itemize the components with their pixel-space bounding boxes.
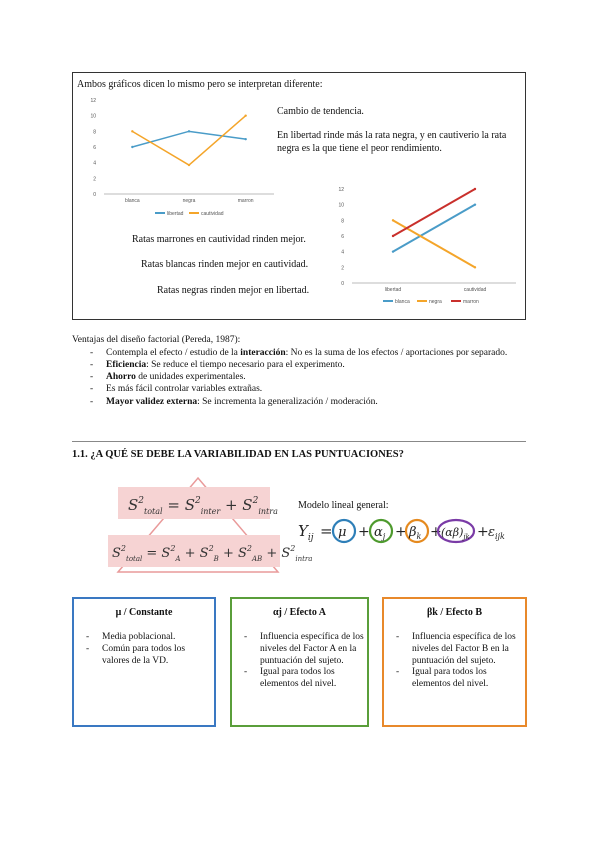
svg-text:+: + (430, 524, 442, 540)
y-tick-label: 0 (341, 281, 344, 287)
y-tick-label: 10 (338, 202, 344, 209)
series-line (132, 116, 245, 165)
svg-text:S2total = S2inter + S2intra: $S^2_{total} = S^2_{inter} + S^2_{intra}$ (128, 496, 278, 516)
data-point (474, 188, 476, 190)
card-item: - Común para todos los valores de la VD. (74, 644, 214, 668)
x-tick-label: cautividad (463, 287, 487, 293)
data-point (131, 146, 133, 148)
note-trend: Cambio de tendencia. (277, 106, 364, 117)
svg-text:S2total = S2A + S2B + S2AB + S: $S^2_{total} = S^2_A + S^2_B + S^2_{AB} + S^2_{intra}$ (112, 544, 313, 563)
model-label: Modelo lineal general: (298, 500, 389, 511)
card-effect-b (382, 597, 527, 727)
svg-text:+: + (358, 524, 370, 540)
svg-text:βk: $\beta_k$ (409, 525, 422, 541)
x-tick-label: blanca (124, 198, 140, 204)
y-tick-label: 4 (341, 249, 344, 256)
y-tick-label: 12 (90, 98, 96, 104)
y-tick-label: 8 (93, 129, 96, 136)
card-title: βk / Efecto B (427, 607, 482, 618)
data-point (244, 138, 246, 140)
data-point (131, 130, 133, 132)
chart-by-rat-type (86, 93, 276, 226)
data-point (474, 203, 476, 205)
y-tick-label: 10 (90, 113, 96, 120)
card-effect-a (230, 597, 369, 727)
card-item: - Media poblacional. (74, 632, 214, 644)
legend-label: marron (463, 299, 479, 305)
svg-text:αj: $\alpha_j$ (374, 525, 386, 541)
note-black-rat: En libertad rinde más la rata negra, y en cautiverio la rata negra es la que tiene el peor rendimiento. (277, 130, 507, 154)
note-white: Ratas blancas rinden mejor en cautividad. (141, 259, 309, 270)
linear-model-equation (296, 514, 526, 548)
divider (72, 441, 526, 442)
card-title: αj / Efecto A (272, 607, 327, 618)
chart-by-condition (330, 182, 520, 317)
card-constant (72, 597, 216, 727)
data-point (392, 250, 394, 252)
y-tick-label: 2 (341, 265, 344, 272)
advantages-list (86, 347, 530, 408)
advantage-item: - Es más fácil controlar variables extrañas. (86, 383, 530, 395)
legend-label: cautividad (201, 211, 224, 217)
svg-text:+: + (395, 524, 407, 540)
svg-text:Yij: $Y_{ij}$ (298, 522, 314, 543)
card-item: - Influencia específica de los niveles del Factor B en la puntuación del sujeto. (384, 632, 525, 667)
x-tick-label: libertad (384, 287, 402, 293)
y-tick-label: 2 (93, 176, 96, 183)
card-title: μ / Constante (115, 607, 173, 618)
legend-label: negra (429, 299, 442, 305)
y-tick-label: 12 (338, 187, 344, 193)
advantages-section (72, 334, 530, 408)
legend-label: blanca (395, 299, 410, 305)
data-point (188, 130, 190, 132)
svg-text:=: = (320, 522, 333, 540)
svg-text:+: + (477, 524, 489, 540)
card-item: - Influencia específica de los niveles del Factor A en la puntuación del sujeto. (232, 632, 367, 667)
y-tick-label: 6 (341, 234, 344, 240)
advantage-item: - Mayor validez externa: Se incrementa la generalización / moderación. (86, 396, 530, 408)
data-point (474, 266, 476, 268)
data-point (244, 114, 246, 116)
svg-text:εijk: $\varepsilon_{ijk}$ (488, 525, 505, 541)
note-black: Ratas negras rinden mejor en libertad. (157, 285, 310, 296)
series-line (132, 131, 245, 147)
x-tick-label: marron (237, 198, 254, 204)
section-title: 1.1. ¿A QUÉ SE DEBE LA VARIABILIDAD EN LAS PUNTUACIONES? (72, 449, 404, 460)
data-point (188, 164, 190, 166)
y-tick-label: 6 (93, 145, 96, 151)
data-point (392, 219, 394, 221)
note-brown: Ratas marrones en cautividad rinden mejor. (132, 234, 306, 245)
legend-label: libertad (167, 211, 184, 217)
advantage-item: - Eficiencia: Se reduce el tiempo necesario para el experimento. (86, 359, 530, 371)
y-tick-label: 4 (93, 160, 96, 167)
advantage-item: - Contempla el efecto / estudio de la interacción: No es la suma de los efectos / aportaciones por separado. (86, 347, 530, 359)
variance-formula-1 (118, 487, 278, 519)
y-tick-label: 0 (93, 192, 96, 198)
card-item: - Igual para todos los elementos del nivel. (232, 667, 367, 691)
x-tick-label: negra (182, 198, 196, 204)
variance-formula-2 (108, 535, 313, 567)
data-point (392, 235, 394, 237)
svg-text:μ: μ (338, 525, 347, 540)
card-item: - Igual para todos los elementos del nivel. (384, 667, 525, 691)
advantages-title: Ventajas del diseño factorial (Pereda, 1987): (72, 335, 241, 345)
y-tick-label: 8 (341, 218, 344, 225)
box-intro: Ambos gráficos dicen lo mismo pero se interpretan diferente: (77, 79, 323, 90)
advantage-item: - Ahorro de unidades experimentales. (86, 371, 530, 383)
svg-text:(αβ)jk: $(\alpha\beta)_{jk}$ (441, 526, 470, 541)
